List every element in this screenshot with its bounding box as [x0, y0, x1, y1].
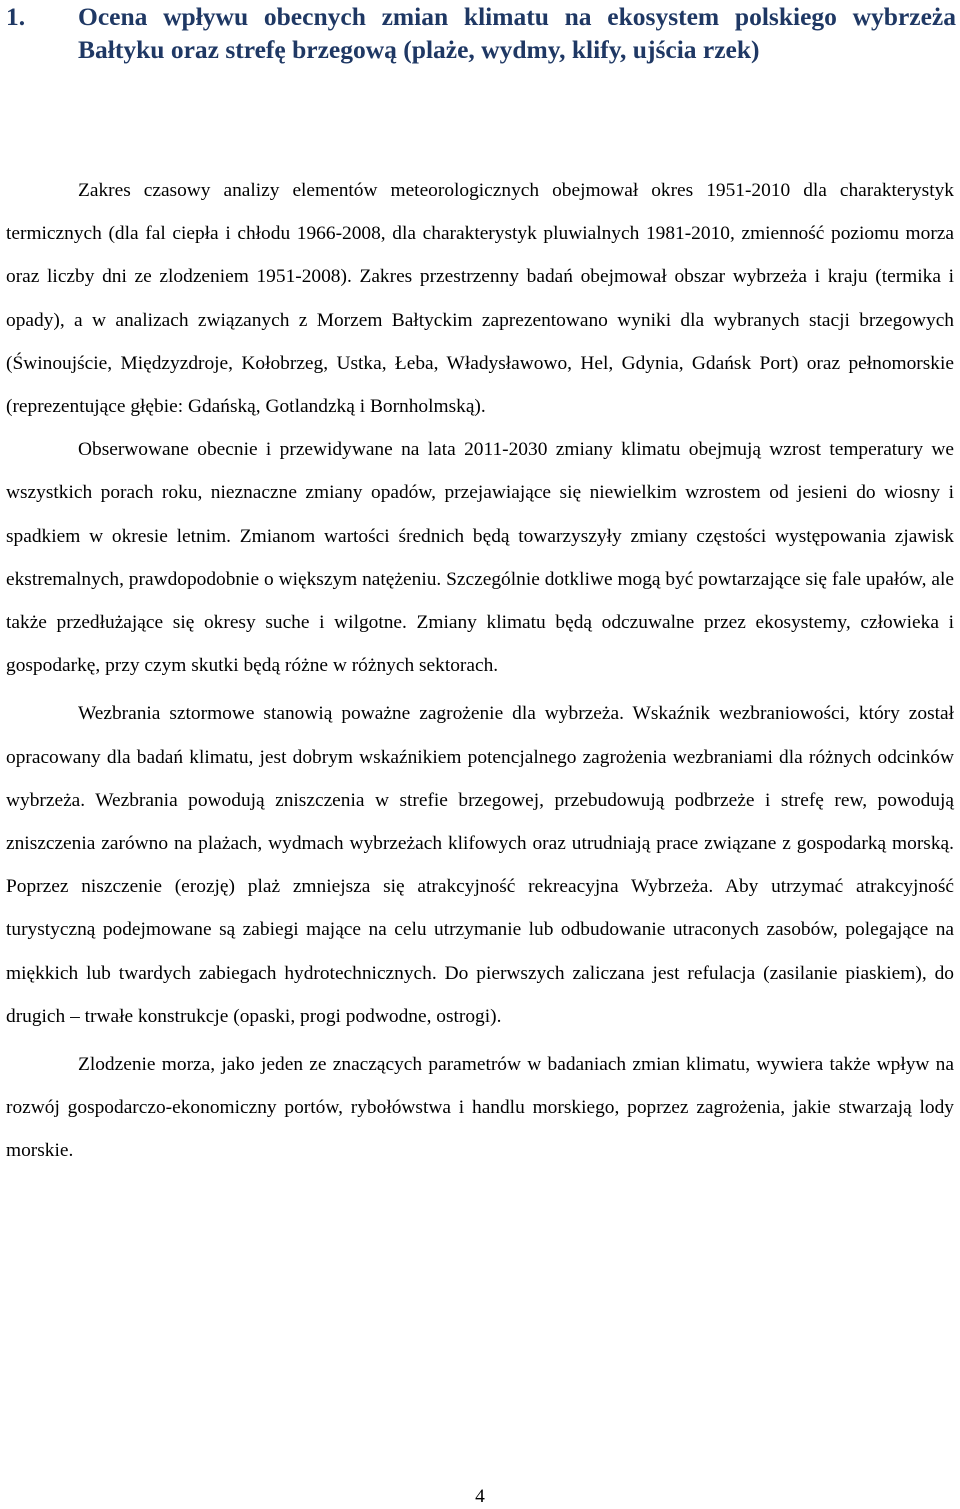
- section-number: 1.: [6, 2, 26, 31]
- section-title: Ocena wpływu obecnych zmian klimatu na ekosystem polskiego wybrzeża Bałtyku oraz strefę brzegową (plaże, wydmy, klify, ujścia rzek): [78, 2, 956, 64]
- paragraph-storm-surges: Wezbrania sztormowe stanowią poważne zagrożenie dla wybrzeża. Wskaźnik wezbraniowości, który został opracowany dla badań klimatu, jest dobrym wskaźnikiem potencjalnego zagrożenia wezbraniami dla różnych odcinków wybrzeża. Wezbrania powodują zniszczenia w strefie brzegowej, przebudowują podbrzeże i strefę rew, powodują zniszczenia zarówno na plażach, wydmach wybrzeżach klifowych oraz utrudniają prace związane z gospodarką morską. Poprzez niszczenie (erozję) plaż zmniejsza się atrakcyjność rekreacyjna Wybrzeża. Aby utrzymać atrakcyjność turystyczną podejmowane są zabiegi mające na celu utrzymanie lub odbudowanie utraconych zasobów, polegające na miękkich lub twardych zabiegach hydrotechnicznych. Do pierwszych zaliczana jest refulacja (zasilanie piaskiem), do drugich – trwałe konstrukcje (opaski, progi podwodne, ostrogi).: [6, 703, 954, 1027]
- section-heading: [6, 0, 956, 66]
- paragraph-sea-ice: Zlodzenie morza, jako jeden ze znaczących parametrów w badaniach zmian klimatu, wywiera także wpływ na rozwój gospodarczo-ekonomiczny portów, rybołówstwa i handlu morskiego, poprzez zagrożenia, jakie stwarzają lody morskie.: [6, 1054, 954, 1162]
- paragraph-time-scope: Zakres czasowy analizy elementów meteorologicznych obejmował okres 1951-2010 dla charakterystyk termicznych (dla fal ciepła i chłodu 1966-2008, dla charakterystyk pluwialnych 1981-2010, zmienność poziomu morza oraz liczby dni ze zlodzeniem 1951-2008). Zakres przestrzenny badań obejmował obszar wybrzeża i kraju (termika i opady), a w analizach związanych z Morzem Bałtyckim zaprezentowano wyniki dla wybranych stacji brzegowych (Świnoujście, Międzyzdroje, Kołobrzeg, Ustka, Łeba, Władysławowo, Hel, Gdynia, Gdańsk Port) oraz pełnomorskie (reprezentujące głębie: Gdańską, Gotlandzką i Bornholmską).: [6, 180, 954, 418]
- page-number: 4: [475, 1486, 485, 1507]
- paragraph-climate-changes: Obserwowane obecnie i przewidywane na lata 2011-2030 zmiany klimatu obejmują wzrost temperatury we wszystkich porach roku, nieznaczne zmiany opadów, przejawiające się niewielkim wzrostem od jesieni do wiosny i spadkiem w okresie letnim. Zmianom wartości średnich będą towarzyszyły zmiany częstości występowania zjawisk ekstremalnych, prawdopodobnie o większym natężeniu. Szczególnie dotkliwe mogą być powtarzające się fale upałów, ale także przedłużające się okresy suche i wilgotne. Zmiany klimatu będą odczuwalne przez ekosystemy, człowieka i gospodarkę, przy czym skutki będą różne w różnych sektorach.: [6, 439, 954, 677]
- document-body: [6, 169, 954, 1173]
